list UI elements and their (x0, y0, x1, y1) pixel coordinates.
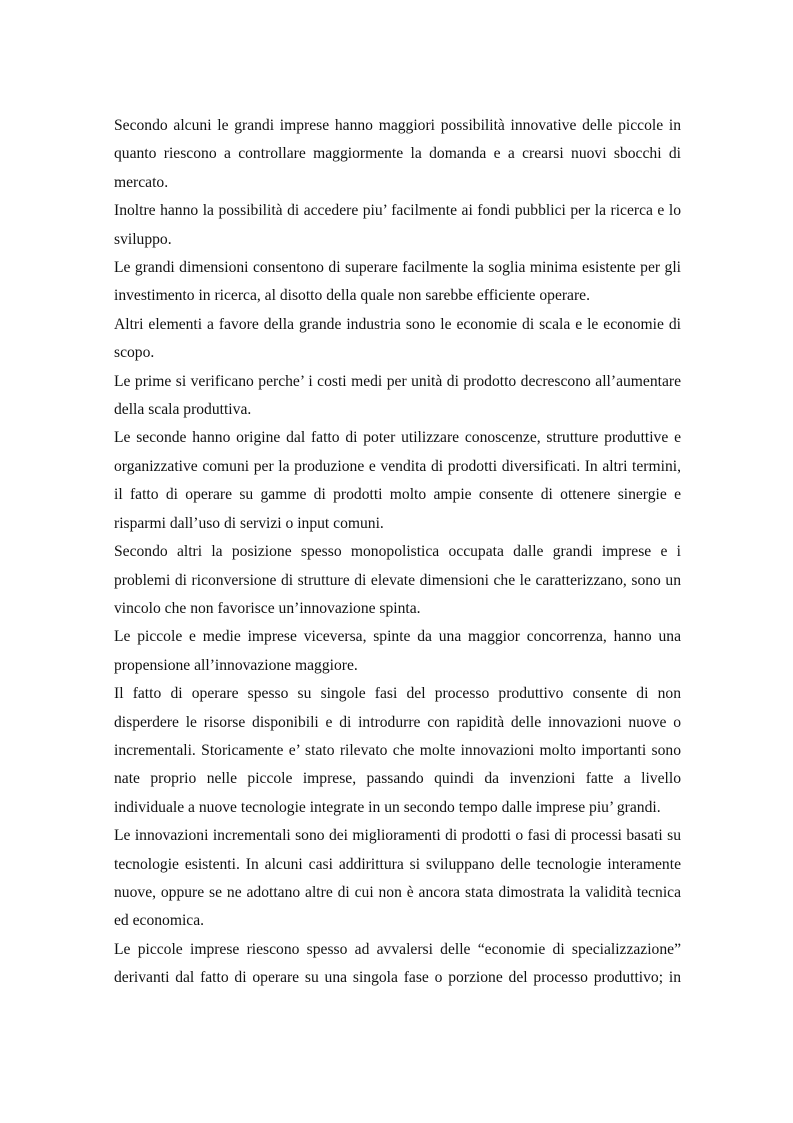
paragraph-11: Le piccole imprese riescono spesso ad avvalersi delle “economie di specializzazione” derivanti dal fatto di operare su una singola fase o porzione del processo produttivo; in (114, 940, 681, 987)
paragraph-4: Altri elementi a favore della grande industria sono le economie di scala e le economie di scopo. (114, 315, 681, 362)
paragraph-5: Le prime si verificano perche’ i costi medi per unità di prodotto decrescono all’aumentare della scala produttiva. (114, 372, 681, 419)
document-page (114, 112, 681, 993)
paragraph-1: Secondo alcuni le grandi imprese hanno maggiori possibilità innovative delle piccole in quanto riescono a controllare maggiormente la domanda e a crearsi nuovi sbocchi di mercato. (114, 117, 681, 191)
paragraph-3: Le grandi dimensioni consentono di superare facilmente la soglia minima esistente per gli investimento in ricerca, al disotto della quale non sarebbe efficiente operare. (114, 259, 681, 305)
paragraph-8: Le piccole e medie imprese viceversa, spinte da una maggior concorrenza, hanno una propensione all’innovazione maggiore. (114, 628, 681, 674)
paragraph-9: Il fatto di operare spesso su singole fasi del processo produttivo consente di non disperdere le risorse disponibili e di introdurre con rapidità delle innovazioni nuove o incrementali. Storicamente e’ stato rilevato che molte innovazioni molto importanti sono nate proprio nelle piccole imprese, passando quindi da invenzioni fatte a livello individuale a nuove tecnologie integrate in un secondo tempo dalle imprese piu’ grandi. (114, 685, 681, 816)
paragraph-6: Le seconde hanno origine dal fatto di poter utilizzare conoscenze, strutture produttive e organizzative comuni per la produzione e vendita di prodotti diversificati. In altri termini, il fatto di operare su gamme di prodotti molto ampie consente di ottenere sinergie e risparmi dall’uso di servizi o input comuni. (114, 429, 681, 532)
paragraph-10: Le innovazioni incrementali sono dei miglioramenti di prodotti o fasi di processi basati su tecnologie esistenti. In alcuni casi addirittura si sviluppano delle tecnologie interamente nuove, oppure se ne adottano altre di cui non è ancora stata dimostrata la validità tecnica ed economica. (114, 827, 681, 930)
paragraph-2: Inoltre hanno la possibilità di accedere piu’ facilmente ai fondi pubblici per la ricerca e lo sviluppo. (114, 202, 681, 248)
paragraph-7: Secondo altri la posizione spesso monopolistica occupata dalle grandi imprese e i problemi di riconversione di strutture di elevate dimensioni che le caratterizzano, sono un vincolo che non favorisce un’innovazione spinta. (114, 543, 681, 617)
